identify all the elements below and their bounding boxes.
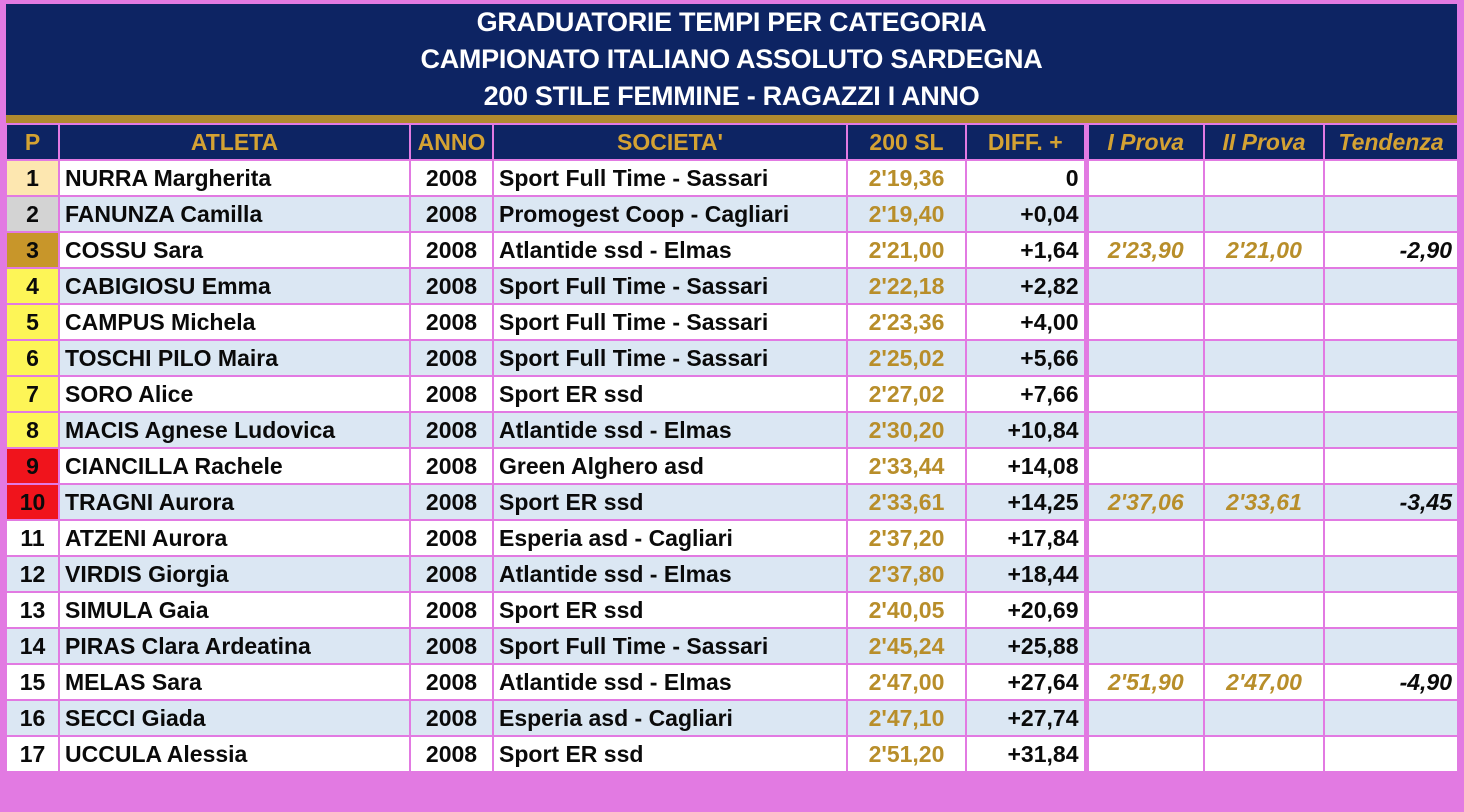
cell-club[interactable]: Sport ER ssd [493, 376, 847, 412]
cell-year[interactable]: 2008 [410, 556, 493, 592]
cell-position[interactable]: 13 [6, 592, 59, 628]
cell-prova2[interactable]: 2'47,00 [1204, 664, 1324, 700]
header-prova1[interactable]: I Prova [1086, 124, 1204, 160]
cell-time[interactable]: 2'51,20 [847, 736, 966, 772]
cell-position[interactable]: 4 [6, 268, 59, 304]
cell-athlete[interactable]: MACIS Agnese Ludovica [59, 412, 410, 448]
title-line-1: GRADUATORIE TEMPI PER CATEGORIA [476, 7, 987, 37]
cell-tendenza[interactable] [1324, 376, 1458, 412]
cell-tendenza[interactable]: -3,45 [1324, 484, 1458, 520]
cell-diff[interactable]: +14,08 [966, 448, 1086, 484]
cell-club[interactable]: Sport Full Time - Sassari [493, 268, 847, 304]
cell-time[interactable]: 2'27,02 [847, 376, 966, 412]
cell-club[interactable]: Atlantide ssd - Elmas [493, 412, 847, 448]
cell-diff[interactable]: +7,66 [966, 376, 1086, 412]
cell-prova2[interactable] [1204, 268, 1324, 304]
title-block [6, 4, 1457, 115]
cell-club[interactable]: Atlantide ssd - Elmas [493, 232, 847, 268]
cell-prova1[interactable] [1086, 160, 1204, 196]
table-row [6, 232, 1458, 268]
header-atleta[interactable]: ATLETA [59, 124, 410, 160]
cell-time[interactable]: 2'45,24 [847, 628, 966, 664]
cell-year[interactable]: 2008 [410, 304, 493, 340]
title-divider [6, 115, 1457, 123]
cell-year[interactable]: 2008 [410, 376, 493, 412]
cell-tendenza[interactable] [1324, 736, 1458, 772]
cell-athlete[interactable]: TOSCHI PILO Maira [59, 340, 410, 376]
cell-prova2[interactable] [1204, 592, 1324, 628]
cell-year[interactable]: 2008 [410, 160, 493, 196]
table-row [6, 304, 1458, 340]
cell-club[interactable]: Sport Full Time - Sassari [493, 340, 847, 376]
table-row [6, 484, 1458, 520]
cell-prova2[interactable] [1204, 196, 1324, 232]
cell-time[interactable]: 2'19,36 [847, 160, 966, 196]
title-line-2: CAMPIONATO ITALIANO ASSOLUTO SARDEGNA [420, 44, 1043, 74]
cell-year[interactable]: 2008 [410, 736, 493, 772]
cell-time[interactable]: 2'25,02 [847, 340, 966, 376]
table-row [6, 736, 1458, 772]
table-row [6, 196, 1458, 232]
cell-diff[interactable]: +20,69 [966, 592, 1086, 628]
cell-athlete[interactable]: CIANCILLA Rachele [59, 448, 410, 484]
cell-position[interactable]: 8 [6, 412, 59, 448]
cell-tendenza[interactable] [1324, 628, 1458, 664]
cell-year[interactable]: 2008 [410, 628, 493, 664]
cell-club[interactable]: Atlantide ssd - Elmas [493, 556, 847, 592]
cell-diff[interactable]: +1,64 [966, 232, 1086, 268]
cell-year[interactable]: 2008 [410, 484, 493, 520]
cell-prova1[interactable] [1086, 700, 1204, 736]
table-row [6, 160, 1458, 196]
cell-tendenza[interactable] [1324, 160, 1458, 196]
results-table [5, 123, 1459, 773]
cell-prova2[interactable] [1204, 628, 1324, 664]
table-row [6, 412, 1458, 448]
cell-prova2[interactable] [1204, 412, 1324, 448]
cell-diff[interactable]: +10,84 [966, 412, 1086, 448]
cell-club[interactable]: Sport ER ssd [493, 736, 847, 772]
cell-prova2[interactable] [1204, 736, 1324, 772]
cell-prova1[interactable] [1086, 556, 1204, 592]
cell-prova1[interactable] [1086, 340, 1204, 376]
cell-athlete[interactable]: ATZENI Aurora [59, 520, 410, 556]
cell-time[interactable]: 2'40,05 [847, 592, 966, 628]
cell-diff[interactable]: +17,84 [966, 520, 1086, 556]
cell-position[interactable]: 11 [6, 520, 59, 556]
cell-athlete[interactable]: FANUNZA Camilla [59, 196, 410, 232]
title-line-3: 200 STILE FEMMINE - RAGAZZI I ANNO [483, 81, 980, 111]
cell-tendenza[interactable] [1324, 592, 1458, 628]
cell-tendenza[interactable] [1324, 412, 1458, 448]
cell-position[interactable]: 16 [6, 700, 59, 736]
table-row [6, 268, 1458, 304]
cell-diff[interactable]: +2,82 [966, 268, 1086, 304]
cell-athlete[interactable]: VIRDIS Giorgia [59, 556, 410, 592]
cell-club[interactable]: Sport ER ssd [493, 484, 847, 520]
cell-athlete[interactable]: TRAGNI Aurora [59, 484, 410, 520]
cell-diff[interactable]: +18,44 [966, 556, 1086, 592]
cell-time[interactable]: 2'19,40 [847, 196, 966, 232]
table-row [6, 448, 1458, 484]
cell-time[interactable]: 2'23,36 [847, 304, 966, 340]
cell-diff[interactable]: +31,84 [966, 736, 1086, 772]
cell-position[interactable]: 9 [6, 448, 59, 484]
cell-diff[interactable]: +27,74 [966, 700, 1086, 736]
cell-position[interactable]: 3 [6, 232, 59, 268]
cell-club[interactable]: Sport Full Time - Sassari [493, 160, 847, 196]
cell-tendenza[interactable] [1324, 448, 1458, 484]
cell-prova1[interactable]: 2'51,90 [1086, 664, 1204, 700]
cell-athlete[interactable]: COSSU Sara [59, 232, 410, 268]
cell-club[interactable]: Green Alghero asd [493, 448, 847, 484]
cell-diff[interactable]: +0,04 [966, 196, 1086, 232]
cell-time[interactable]: 2'30,20 [847, 412, 966, 448]
cell-prova2[interactable] [1204, 700, 1324, 736]
cell-tendenza[interactable] [1324, 700, 1458, 736]
header-societa[interactable]: SOCIETA' [493, 124, 847, 160]
cell-year[interactable]: 2008 [410, 232, 493, 268]
table-row [6, 592, 1458, 628]
cell-prova2[interactable] [1204, 448, 1324, 484]
cell-prova1[interactable] [1086, 304, 1204, 340]
header-tendenza[interactable]: Tendenza [1324, 124, 1458, 160]
cell-year[interactable]: 2008 [410, 268, 493, 304]
table-row [6, 340, 1458, 376]
cell-prova2[interactable] [1204, 376, 1324, 412]
cell-prova1[interactable] [1086, 196, 1204, 232]
cell-prova2[interactable]: 2'21,00 [1204, 232, 1324, 268]
cell-prova1[interactable] [1086, 376, 1204, 412]
cell-prova1[interactable] [1086, 448, 1204, 484]
cell-athlete[interactable]: PIRAS Clara Ardeatina [59, 628, 410, 664]
cell-club[interactable]: Promogest Coop - Cagliari [493, 196, 847, 232]
header-anno[interactable]: ANNO [410, 124, 493, 160]
cell-club[interactable]: Atlantide ssd - Elmas [493, 664, 847, 700]
cell-year[interactable]: 2008 [410, 592, 493, 628]
cell-position[interactable]: 6 [6, 340, 59, 376]
header-p[interactable]: P [6, 124, 59, 160]
cell-prova1[interactable] [1086, 520, 1204, 556]
cell-prova2[interactable] [1204, 304, 1324, 340]
cell-club[interactable]: Esperia asd - Cagliari [493, 700, 847, 736]
cell-athlete[interactable]: CAMPUS Michela [59, 304, 410, 340]
table-row [6, 520, 1458, 556]
cell-year[interactable]: 2008 [410, 196, 493, 232]
cell-diff[interactable]: +25,88 [966, 628, 1086, 664]
cell-athlete[interactable]: MELAS Sara [59, 664, 410, 700]
cell-time[interactable]: 2'37,80 [847, 556, 966, 592]
cell-tendenza[interactable] [1324, 196, 1458, 232]
cell-diff[interactable]: +5,66 [966, 340, 1086, 376]
cell-prova1[interactable]: 2'23,90 [1086, 232, 1204, 268]
cell-athlete[interactable]: SIMULA Gaia [59, 592, 410, 628]
cell-position[interactable]: 17 [6, 736, 59, 772]
cell-prova2[interactable] [1204, 160, 1324, 196]
cell-diff[interactable]: +4,00 [966, 304, 1086, 340]
cell-year[interactable]: 2008 [410, 340, 493, 376]
cell-year[interactable]: 2008 [410, 520, 493, 556]
table-row [6, 700, 1458, 736]
header-prova2[interactable]: II Prova [1204, 124, 1324, 160]
cell-prova1[interactable] [1086, 268, 1204, 304]
header-row [6, 124, 1458, 160]
cell-tendenza[interactable]: -4,90 [1324, 664, 1458, 700]
cell-tendenza[interactable] [1324, 268, 1458, 304]
table-row [6, 556, 1458, 592]
cell-year[interactable]: 2008 [410, 412, 493, 448]
header-time[interactable]: 200 SL [847, 124, 966, 160]
cell-club[interactable]: Sport ER ssd [493, 592, 847, 628]
cell-time[interactable]: 2'47,00 [847, 664, 966, 700]
cell-position[interactable]: 7 [6, 376, 59, 412]
cell-diff[interactable]: 0 [966, 160, 1086, 196]
cell-prova2[interactable] [1204, 340, 1324, 376]
cell-year[interactable]: 2008 [410, 664, 493, 700]
cell-tendenza[interactable] [1324, 520, 1458, 556]
cell-year[interactable]: 2008 [410, 448, 493, 484]
cell-athlete[interactable]: CABIGIOSU Emma [59, 268, 410, 304]
cell-prova1[interactable] [1086, 592, 1204, 628]
cell-prova2[interactable]: 2'33,61 [1204, 484, 1324, 520]
cell-position[interactable]: 5 [6, 304, 59, 340]
cell-time[interactable]: 2'33,61 [847, 484, 966, 520]
cell-prova1[interactable] [1086, 412, 1204, 448]
cell-position[interactable]: 12 [6, 556, 59, 592]
cell-position[interactable]: 2 [6, 196, 59, 232]
cell-prova1[interactable]: 2'37,06 [1086, 484, 1204, 520]
cell-time[interactable]: 2'47,10 [847, 700, 966, 736]
table-row [6, 376, 1458, 412]
cell-position[interactable]: 15 [6, 664, 59, 700]
cell-time[interactable]: 2'37,20 [847, 520, 966, 556]
cell-prova1[interactable] [1086, 628, 1204, 664]
cell-diff[interactable]: +14,25 [966, 484, 1086, 520]
cell-year[interactable]: 2008 [410, 700, 493, 736]
cell-time[interactable]: 2'33,44 [847, 448, 966, 484]
table-row [6, 664, 1458, 700]
cell-position[interactable]: 14 [6, 628, 59, 664]
cell-athlete[interactable]: UCCULA Alessia [59, 736, 410, 772]
cell-athlete[interactable]: SORO Alice [59, 376, 410, 412]
cell-prova2[interactable] [1204, 520, 1324, 556]
cell-athlete[interactable]: NURRA Margherita [59, 160, 410, 196]
cell-club[interactable]: Sport Full Time - Sassari [493, 628, 847, 664]
cell-diff[interactable]: +27,64 [966, 664, 1086, 700]
cell-tendenza[interactable] [1324, 556, 1458, 592]
cell-time[interactable]: 2'21,00 [847, 232, 966, 268]
cell-position[interactable]: 10 [6, 484, 59, 520]
cell-tendenza[interactable] [1324, 304, 1458, 340]
header-diff[interactable]: DIFF. + [966, 124, 1086, 160]
cell-time[interactable]: 2'22,18 [847, 268, 966, 304]
cell-prova1[interactable] [1086, 736, 1204, 772]
cell-prova2[interactable] [1204, 556, 1324, 592]
cell-position[interactable]: 1 [6, 160, 59, 196]
cell-tendenza[interactable]: -2,90 [1324, 232, 1458, 268]
cell-athlete[interactable]: SECCI Giada [59, 700, 410, 736]
cell-club[interactable]: Sport Full Time - Sassari [493, 304, 847, 340]
table-row [6, 628, 1458, 664]
cell-tendenza[interactable] [1324, 340, 1458, 376]
cell-club[interactable]: Esperia asd - Cagliari [493, 520, 847, 556]
